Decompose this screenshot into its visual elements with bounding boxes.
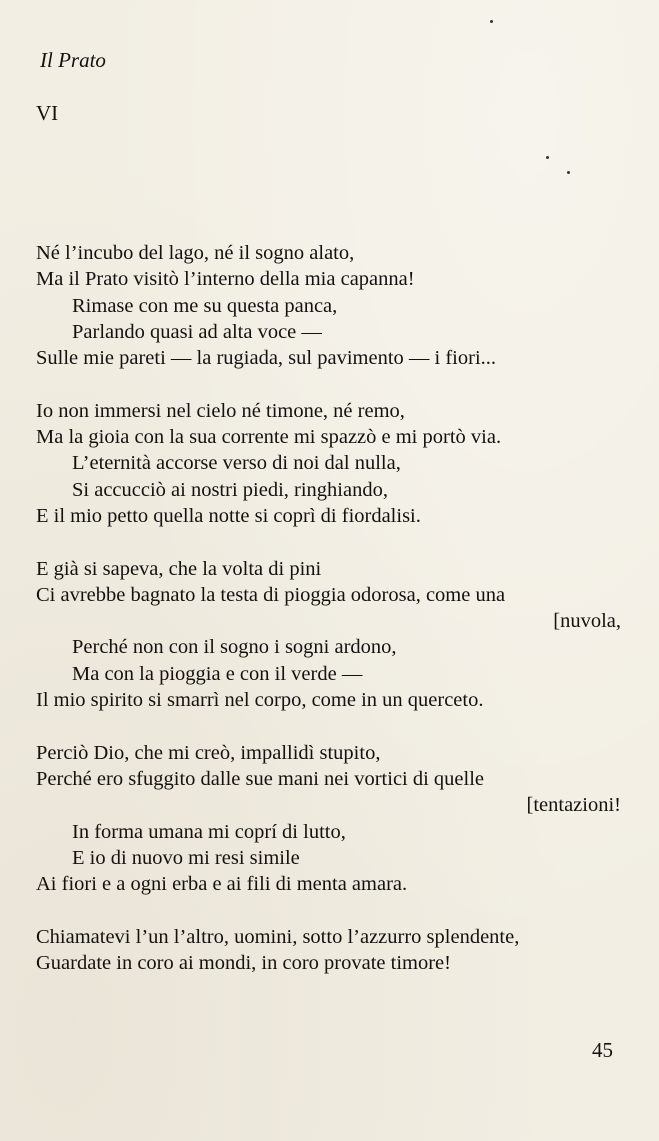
poem-line-turnover: [nuvola,: [553, 610, 621, 633]
poem-line: Io non immersi nel cielo né timone, né remo,: [36, 399, 405, 422]
poem-line: Rimase con me su questa panca,: [72, 294, 338, 317]
poem-line: Né l’incubo del lago, né il sogno alato,: [36, 242, 355, 264]
stanza-break: [36, 713, 621, 739]
print-speck: [546, 156, 549, 159]
stanza: [36, 398, 621, 529]
poem-line: Ci avrebbe bagnato la testa di pioggia odorosa, come una: [36, 583, 506, 606]
poem-line: Guardate in coro ai mondi, in coro provate timore!: [36, 952, 451, 975]
poem-line: E il mio petto quella notte si coprì di fiordalisi.: [36, 504, 421, 527]
page-number: 45: [592, 1038, 613, 1062]
poem-line: Parlando quasi ad alta voce —: [72, 320, 322, 343]
stanza: [36, 924, 621, 977]
poem-line: Ma il Prato visitò l’interno della mia capanna!: [36, 268, 415, 291]
poem-line: Sulle mie pareti — la rugiada, sul pavimento — i fiori...: [36, 347, 497, 370]
print-speck: [567, 171, 570, 174]
poem-line: E io di nuovo mi resi simile: [72, 846, 300, 869]
poem-line: Ma con la pioggia e con il verde —: [72, 662, 363, 685]
poem-line: Il mio spirito si smarrì nel corpo, come in un querceto.: [36, 689, 484, 712]
poem-line: Chiamatevi l’un l’altro, uomini, sotto l’azzurro splendente,: [36, 925, 520, 948]
stanza: [36, 740, 621, 898]
stanza-break: [36, 529, 621, 555]
poem-body: [36, 240, 621, 976]
stanza-break: [36, 371, 621, 397]
poem-line: Si accucciò ai nostri piedi, ringhiando,: [72, 478, 388, 501]
poem-line: In forma umana mi coprí di lutto,: [72, 820, 346, 843]
poem-line: Perciò Dio, che mi creò, impallidì stupito,: [36, 741, 381, 764]
stanza-break: [36, 897, 621, 923]
poem-line-turnover: [tentazioni!: [526, 794, 621, 817]
poem-line: Perché ero sfuggito dalle sue mani nei vortici di quelle: [36, 767, 485, 790]
stanza: [36, 240, 621, 371]
poem-line: Ma la gioia con la sua corrente mi spazzò e mi portò via.: [36, 426, 502, 449]
running-head: Il Prato: [40, 48, 106, 72]
poem-line: L’eternità accorse verso di noi dal nulla,: [72, 452, 401, 475]
poem-line: Ai fiori e a ogni erba e ai fili di menta amara.: [36, 873, 408, 896]
print-speck: [490, 20, 493, 23]
stanza: [36, 556, 621, 714]
section-number: VI: [36, 101, 59, 125]
poem-line: Perché non con il sogno i sogni ardono,: [72, 636, 397, 659]
poem-line: E già si sapeva, che la volta di pini: [36, 557, 322, 580]
